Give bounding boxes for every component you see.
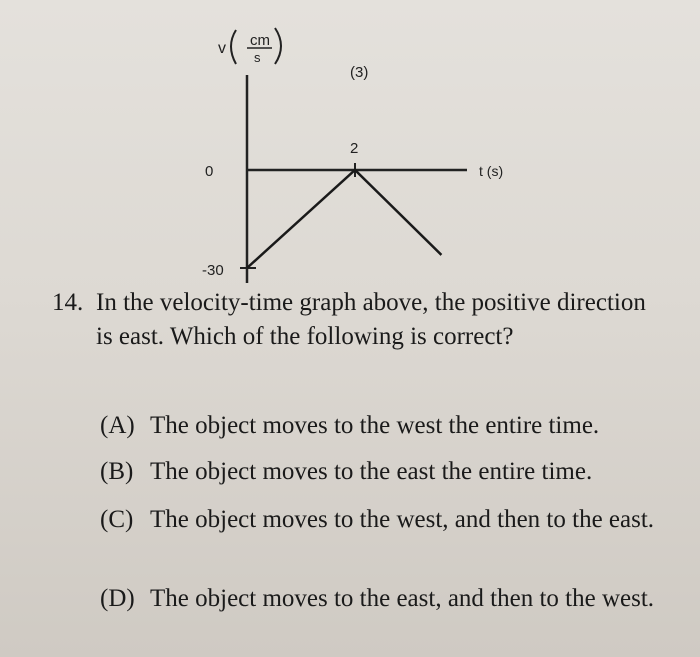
unit-numerator: cm [250, 32, 270, 49]
question-text: In the velocity-time graph above, the positive direction is east. Which of the following is correct? [96, 289, 646, 350]
x-tick-label-2: 2 [350, 140, 359, 157]
min-label: -30 [202, 262, 224, 279]
panel-label: (3) [350, 64, 369, 81]
t-axis-label: t (s) [479, 163, 504, 179]
choice-text: The object moves to the east, and then to the west. [150, 585, 655, 612]
v-symbol: v [218, 40, 226, 57]
velocity-line [247, 170, 441, 268]
choice-text: The object moves to the west, and then to the east. [150, 506, 655, 533]
right-paren [275, 28, 281, 64]
choice-text: The object moves to the west the entire time. [150, 412, 600, 439]
choice-text: The object moves to the east the entire time. [150, 458, 593, 485]
zero-label: 0 [205, 163, 214, 180]
left-paren [231, 30, 236, 64]
choice-letter: (D) [100, 585, 135, 612]
question-number: 14. [52, 289, 84, 316]
choice-letter: (A) [100, 412, 135, 439]
choice-letter: (B) [100, 458, 134, 485]
unit-denominator: s [254, 50, 261, 65]
velocity-time-graph [0, 0, 700, 290]
choice-letter: (C) [100, 506, 134, 533]
